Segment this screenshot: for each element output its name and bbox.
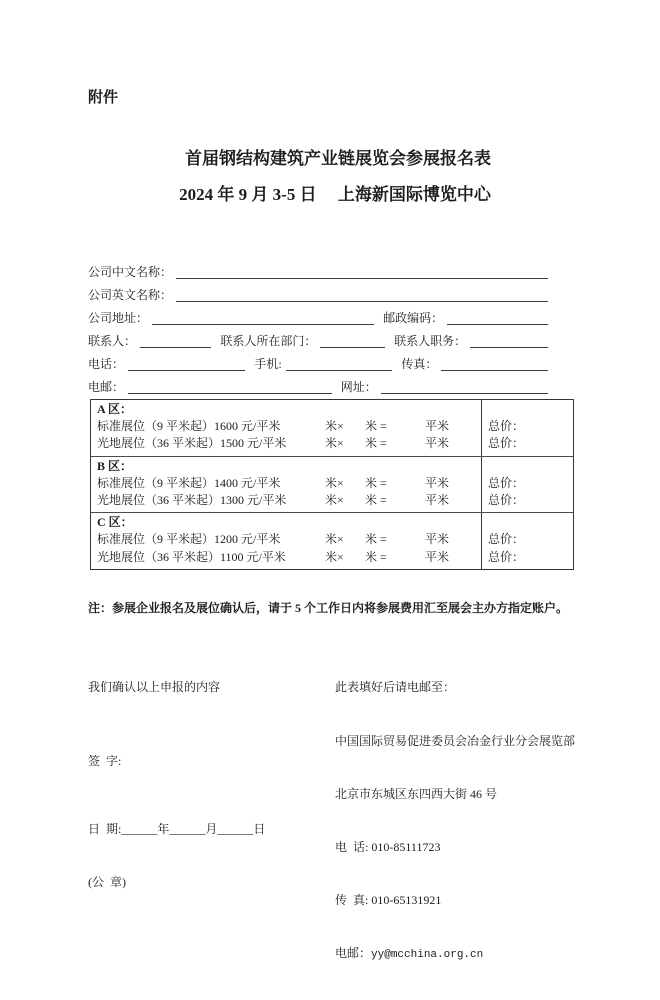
- date-line: 日 期:______年______月______日: [88, 821, 266, 836]
- form-row-contact: [88, 325, 548, 348]
- phone-blank: [128, 356, 245, 371]
- table-row: 标准展位（9 平米起）1400 元/平米 米× 米 = 平米: [97, 475, 450, 490]
- company-info-form: [88, 256, 548, 394]
- organizer-email-line: [335, 945, 575, 965]
- company-cn-blank: [176, 264, 548, 279]
- confirmation-block: [88, 644, 265, 926]
- organizer-phone-line: [335, 839, 575, 857]
- total-label: 总价：: [488, 492, 525, 507]
- contact-dept-label: 联系人所在部门：: [220, 334, 317, 348]
- booth-zone-b: [91, 456, 573, 513]
- address-label: 公司地址：: [88, 311, 149, 325]
- zone-c-total-column: [481, 513, 578, 569]
- zone-b-total-column: [481, 457, 578, 513]
- organizer-contact-block: [335, 644, 575, 1000]
- table-row: 标准展位（9 平米起）1600 元/平米 米× 米 = 平米: [97, 419, 450, 434]
- contact-dept-blank: [320, 333, 385, 348]
- signature-line: 签 字:: [88, 753, 122, 768]
- document-title: 首届钢结构建筑产业链展览会参展报名表: [185, 149, 491, 168]
- form-row-company-cn: [88, 256, 548, 279]
- fax-label: 传真：: [401, 357, 438, 371]
- email-label: 电邮：: [88, 380, 125, 394]
- zone-a-name: A 区：: [97, 402, 133, 416]
- address-blank: [152, 310, 374, 325]
- mobile-blank: [286, 356, 393, 371]
- form-row-company-en: [88, 279, 548, 302]
- website-label: 网址：: [340, 380, 377, 394]
- contact-title-label: 联系人职务：: [394, 334, 467, 348]
- company-en-blank: [176, 287, 548, 302]
- total-label: 总价：: [488, 419, 525, 434]
- total-label: 总价：: [488, 475, 525, 490]
- organizer-email-label: 电邮：: [335, 945, 372, 960]
- table-row: 标准展位（9 平米起）1200 元/平米 米× 米 = 平米: [97, 532, 450, 547]
- phone-label: 电话：: [88, 357, 125, 371]
- form-row-phone: [88, 348, 548, 371]
- organizer-name: 中国国际贸易促进委员会冶金行业分会展览部: [335, 733, 576, 748]
- total-label: 总价：: [488, 549, 525, 564]
- total-label: 总价：: [488, 436, 525, 451]
- zone-c-name: C 区：: [97, 515, 133, 530]
- confirmation-statement: 我们确认以上申报的内容: [88, 680, 221, 695]
- organizer-phone: 010-85111723: [371, 839, 441, 854]
- company-cn-label: 公司中文名称：: [88, 265, 173, 279]
- contact-blank: [140, 333, 211, 348]
- website-blank: [381, 379, 548, 394]
- table-row: 光地展位（36 平米起）1100 元/平米 米× 米 = 平米: [97, 549, 450, 564]
- organizer-address: 北京市东城区东四西大街 46 号: [335, 786, 498, 801]
- table-row: 光地展位（36 平米起）1500 元/平米 米× 米 = 平米: [97, 436, 450, 451]
- company-en-label: 公司英文名称：: [88, 288, 173, 302]
- email-blank: [128, 379, 332, 394]
- contact-title-blank: [470, 333, 548, 348]
- zone-b-name: B 区：: [97, 458, 133, 473]
- zone-a-total-column: [481, 400, 578, 456]
- booth-zone-a: [91, 400, 573, 456]
- form-row-address: [88, 302, 548, 325]
- organizer-phone-label: 电 话:: [335, 839, 372, 854]
- organizer-fax: 010-65131921: [371, 892, 442, 907]
- booth-zone-c: [91, 512, 573, 569]
- mobile-label: 手机:: [254, 357, 282, 371]
- total-label: 总价：: [488, 532, 525, 547]
- postcode-blank: [447, 310, 548, 325]
- document-subtitle: 2024 年 9 月 3-5 日 上海新国际博览中心: [179, 185, 491, 204]
- payment-note: 注：参展企业报名及展位确认后，请于 5 个工作日内将参展费用汇至展会主办方指定账户。: [88, 601, 569, 615]
- organizer-email: yy@mcchina.org.cn: [371, 948, 484, 961]
- booth-price-table: [90, 399, 574, 570]
- organizer-fax-line: [335, 892, 575, 910]
- fax-blank: [441, 356, 548, 371]
- mailto-instruction: 此表填好后请电邮至：: [335, 680, 456, 695]
- form-row-email: [88, 371, 548, 394]
- seal-line: (公 章): [88, 874, 126, 889]
- attachment-label: 附件: [88, 90, 119, 106]
- contact-label: 联系人：: [88, 334, 137, 348]
- postcode-label: 邮政编码：: [383, 311, 444, 325]
- organizer-fax-label: 传 真:: [335, 892, 372, 907]
- table-row: 光地展位（36 平米起）1300 元/平米 米× 米 = 平米: [97, 492, 450, 507]
